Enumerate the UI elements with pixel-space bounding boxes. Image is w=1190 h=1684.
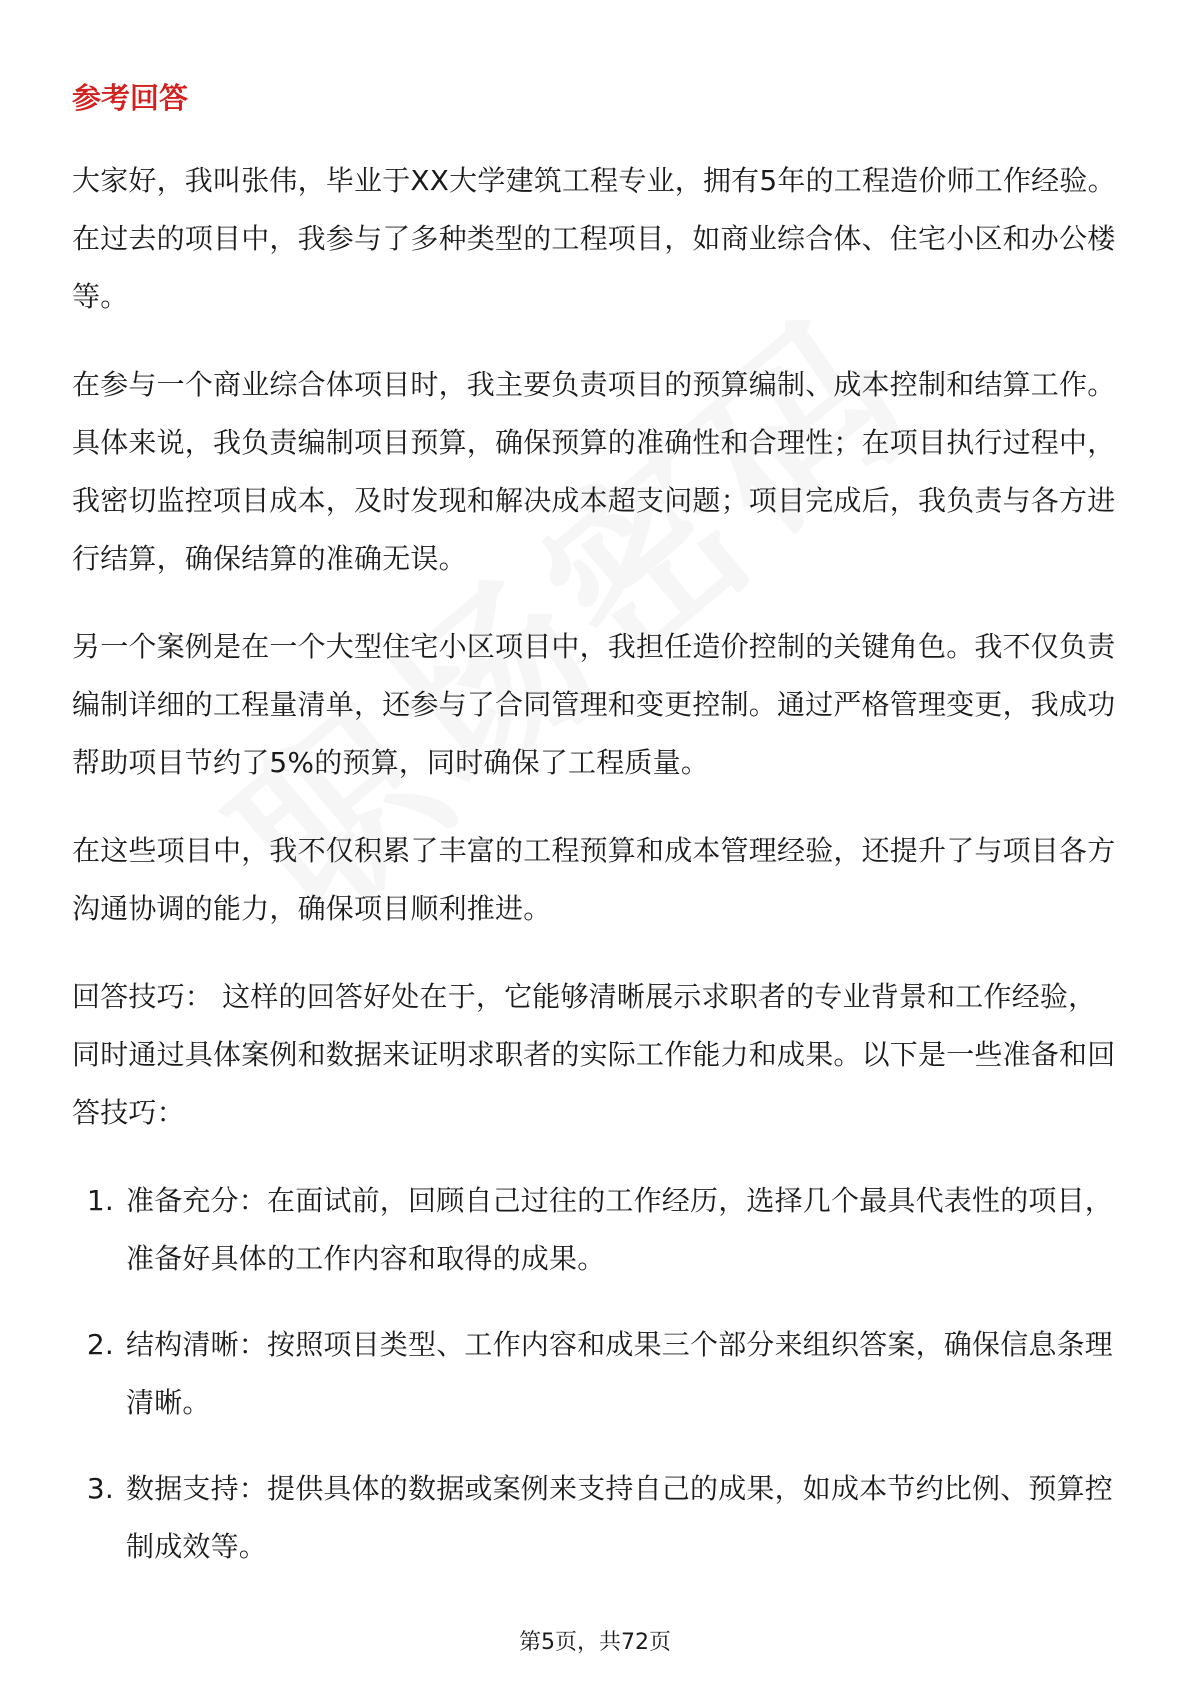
document-body <box>72 78 1118 1604</box>
paragraph-summary: 在这些项目中，我不仅积累了丰富的工程预算和成本管理经验，还提升了与项目各方沟通协调的能力，确保项目顺利推进。 <box>72 834 1116 925</box>
list-item-text: 数据支持：提供具体的数据或案例来支持自己的成果，如成本节约比例、预算控制成效等。 <box>126 1472 1114 1563</box>
list-item-number: 3. <box>86 1472 114 1505</box>
paragraph-answer-tips: 回答技巧： 这样的回答好处在于，它能够清晰展示求职者的专业背景和工作经验，同时通过具体案例和数据来证明求职者的实际工作能力和成果。以下是一些准备和回答技巧： <box>72 980 1116 1129</box>
list-item-number: 1. <box>86 1184 114 1217</box>
list-item-text: 结构清晰：按照项目类型、工作内容和成果三个部分来组织答案，确保信息条理清晰。 <box>126 1328 1114 1419</box>
section-title: 参考回答 <box>72 81 189 115</box>
list-item <box>72 1316 1118 1432</box>
paragraph-commercial-project: 在参与一个商业综合体项目时，我主要负责项目的预算编制、成本控制和结算工作。具体来说，我负责编制项目预算，确保预算的准确性和合理性；在项目执行过程中，我密切监控项目成本，及时发现和解决成本超支问题；项目完成后，我负责与各方进行结算，确保结算的准确无误。 <box>72 368 1116 575</box>
list-item-number: 2. <box>86 1328 114 1361</box>
paragraph-residential-project: 另一个案例是在一个大型住宅小区项目中，我担任造价控制的关键角色。我不仅负责编制详细的工程量清单，还参与了合同管理和变更控制。通过严格管理变更，我成功帮助项目节约了5%的预算，同时确保了工程质量。 <box>72 630 1116 779</box>
list-item <box>72 1460 1118 1576</box>
list-item <box>72 1172 1118 1288</box>
tips-list <box>72 1172 1118 1576</box>
list-item-text: 准备充分：在面试前，回顾自己过往的工作经历，选择几个最具代表性的项目，准备好具体的工作内容和取得的成果。 <box>126 1184 1114 1275</box>
paragraph-intro: 大家好，我叫张伟，毕业于XX大学建筑工程专业，拥有5年的工程造价师工作经验。在过去的项目中，我参与了多种类型的工程项目，如商业综合体、住宅小区和办公楼等。 <box>72 164 1116 313</box>
page-footer: 第5页，共72页 <box>519 1630 671 1655</box>
